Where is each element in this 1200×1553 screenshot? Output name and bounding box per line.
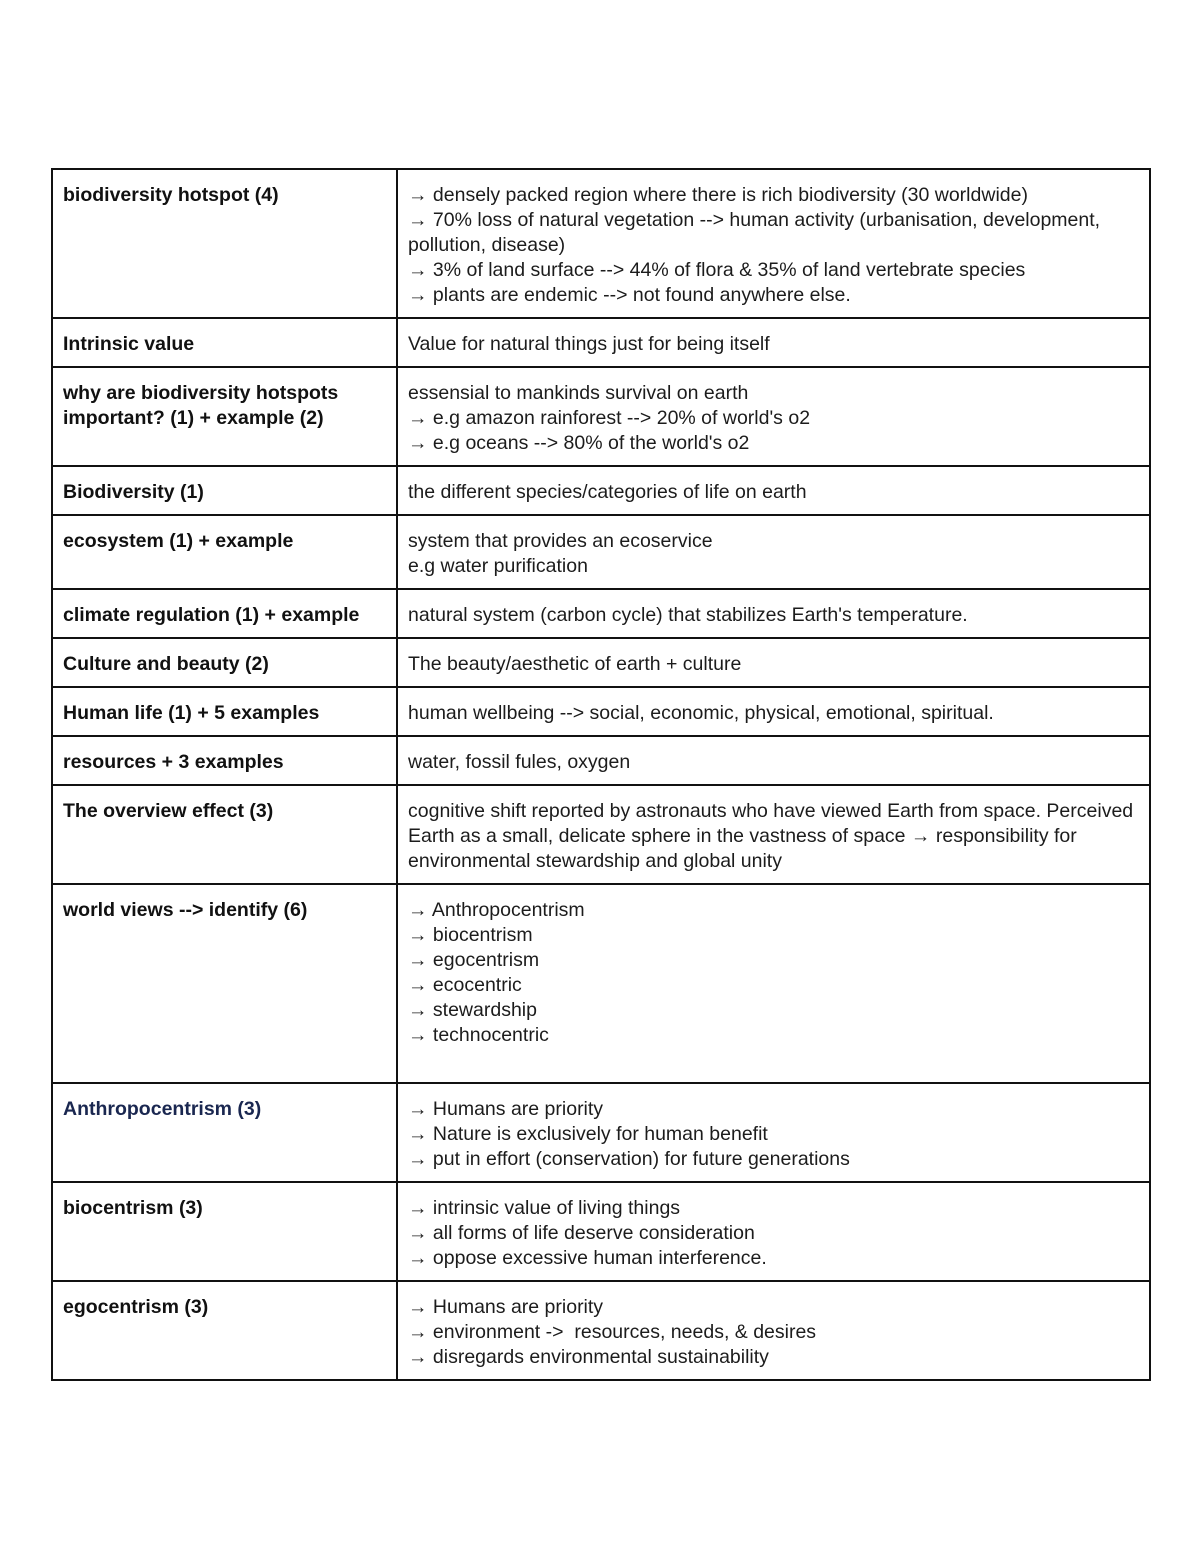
table-row [52, 785, 1150, 884]
definition-line: → biocentrism [408, 924, 533, 946]
definition-cell [397, 687, 1150, 736]
term-cell: biodiversity hotspot (4) [52, 169, 397, 318]
definition-line: → densely packed region where there is rich biodiversity (30 worldwide) [408, 184, 1028, 206]
definition-line: → oppose excessive human interference. [408, 1247, 767, 1269]
term-cell: Culture and beauty (2) [52, 638, 397, 687]
table-row [52, 687, 1150, 736]
term-cell: ecosystem (1) + example [52, 515, 397, 589]
definition-cell [397, 466, 1150, 515]
term-cell: world views --> identify (6) [52, 884, 397, 1083]
term-cell: why are biodiversity hotspots important? (1) + example (2) [52, 367, 397, 466]
table-row [52, 736, 1150, 785]
term-cell: Anthropocentrism (3) [52, 1083, 397, 1182]
table-row [52, 638, 1150, 687]
definition-line: → Humans are priority [408, 1098, 604, 1120]
definition-line: → put in effort (conservation) for future generations [408, 1148, 850, 1170]
definition-cell [397, 1182, 1150, 1281]
definition-line: → all forms of life deserve consideration [408, 1222, 755, 1244]
definition-cell [397, 318, 1150, 367]
definition-line: Value for natural things just for being itself [408, 333, 770, 355]
definition-cell [397, 367, 1150, 466]
definition-cell [397, 169, 1150, 318]
definition-line: → Nature is exclusively for human benefit [408, 1123, 768, 1145]
table-row [52, 169, 1150, 318]
definition-line: → egocentrism [408, 949, 540, 971]
definition-cell [397, 884, 1150, 1083]
definition-cell [397, 1281, 1150, 1380]
definition-line: → stewardship [408, 999, 537, 1021]
definition-line: → ecocentric [408, 974, 522, 996]
definition-line: → disregards environmental sustainability [408, 1346, 769, 1368]
term-cell: Biodiversity (1) [52, 466, 397, 515]
term-cell: egocentrism (3) [52, 1281, 397, 1380]
definition-line: water, fossil fules, oxygen [408, 751, 631, 773]
definition-line: → Humans are priority [408, 1296, 604, 1318]
flashcard-table [51, 168, 1151, 1381]
definition-line: → e.g oceans --> 80% of the world's o2 [408, 432, 750, 454]
definition-cell [397, 785, 1150, 884]
term-cell: biocentrism (3) [52, 1182, 397, 1281]
term-cell: climate regulation (1) + example [52, 589, 397, 638]
table-row [52, 1182, 1150, 1281]
term-cell: Human life (1) + 5 examples [52, 687, 397, 736]
definition-line: → plants are endemic --> not found anywhere else. [408, 284, 851, 306]
definition-cell [397, 1083, 1150, 1182]
definition-line: → technocentric [408, 1024, 549, 1046]
definition-line: the different species/categories of life on earth [408, 481, 807, 503]
term-cell: Intrinsic value [52, 318, 397, 367]
table-row [52, 884, 1150, 1083]
definition-line: The beauty/aesthetic of earth + culture [408, 653, 742, 675]
term-cell: The overview effect (3) [52, 785, 397, 884]
definition-line: system that provides an ecoservice [408, 530, 713, 552]
definition-line: e.g water purification [408, 555, 588, 577]
table-row [52, 318, 1150, 367]
definition-line: → 70% loss of natural vegetation --> human activity (urbanisation, development, pollution, disease) [408, 209, 1106, 256]
definition-line: cognitive shift reported by astronauts who have viewed Earth from space. Perceived Earth as a small, delicate sphere in the vastness of space → responsibility for environmental stewardship and global unity [408, 800, 1139, 872]
definition-line: human wellbeing --> social, economic, physical, emotional, spiritual. [408, 702, 994, 724]
definition-cell [397, 515, 1150, 589]
table-row [52, 1083, 1150, 1182]
table-row [52, 515, 1150, 589]
table-row [52, 367, 1150, 466]
table-row [52, 1281, 1150, 1380]
definition-cell [397, 638, 1150, 687]
definition-line: → e.g amazon rainforest --> 20% of world's o2 [408, 407, 811, 429]
definition-cell [397, 589, 1150, 638]
definition-line: natural system (carbon cycle) that stabilizes Earth's temperature. [408, 604, 968, 626]
definition-line: → intrinsic value of living things [408, 1197, 681, 1219]
term-cell: resources + 3 examples [52, 736, 397, 785]
definition-line: → Anthropocentrism [408, 899, 585, 921]
definition-cell [397, 736, 1150, 785]
definition-line: essensial to mankinds survival on earth [408, 382, 749, 404]
definition-line: → 3% of land surface --> 44% of flora & 35% of land vertebrate species [408, 259, 1026, 281]
table-row [52, 589, 1150, 638]
table-row [52, 466, 1150, 515]
definition-line: → environment -> resources, needs, & desires [408, 1321, 817, 1343]
